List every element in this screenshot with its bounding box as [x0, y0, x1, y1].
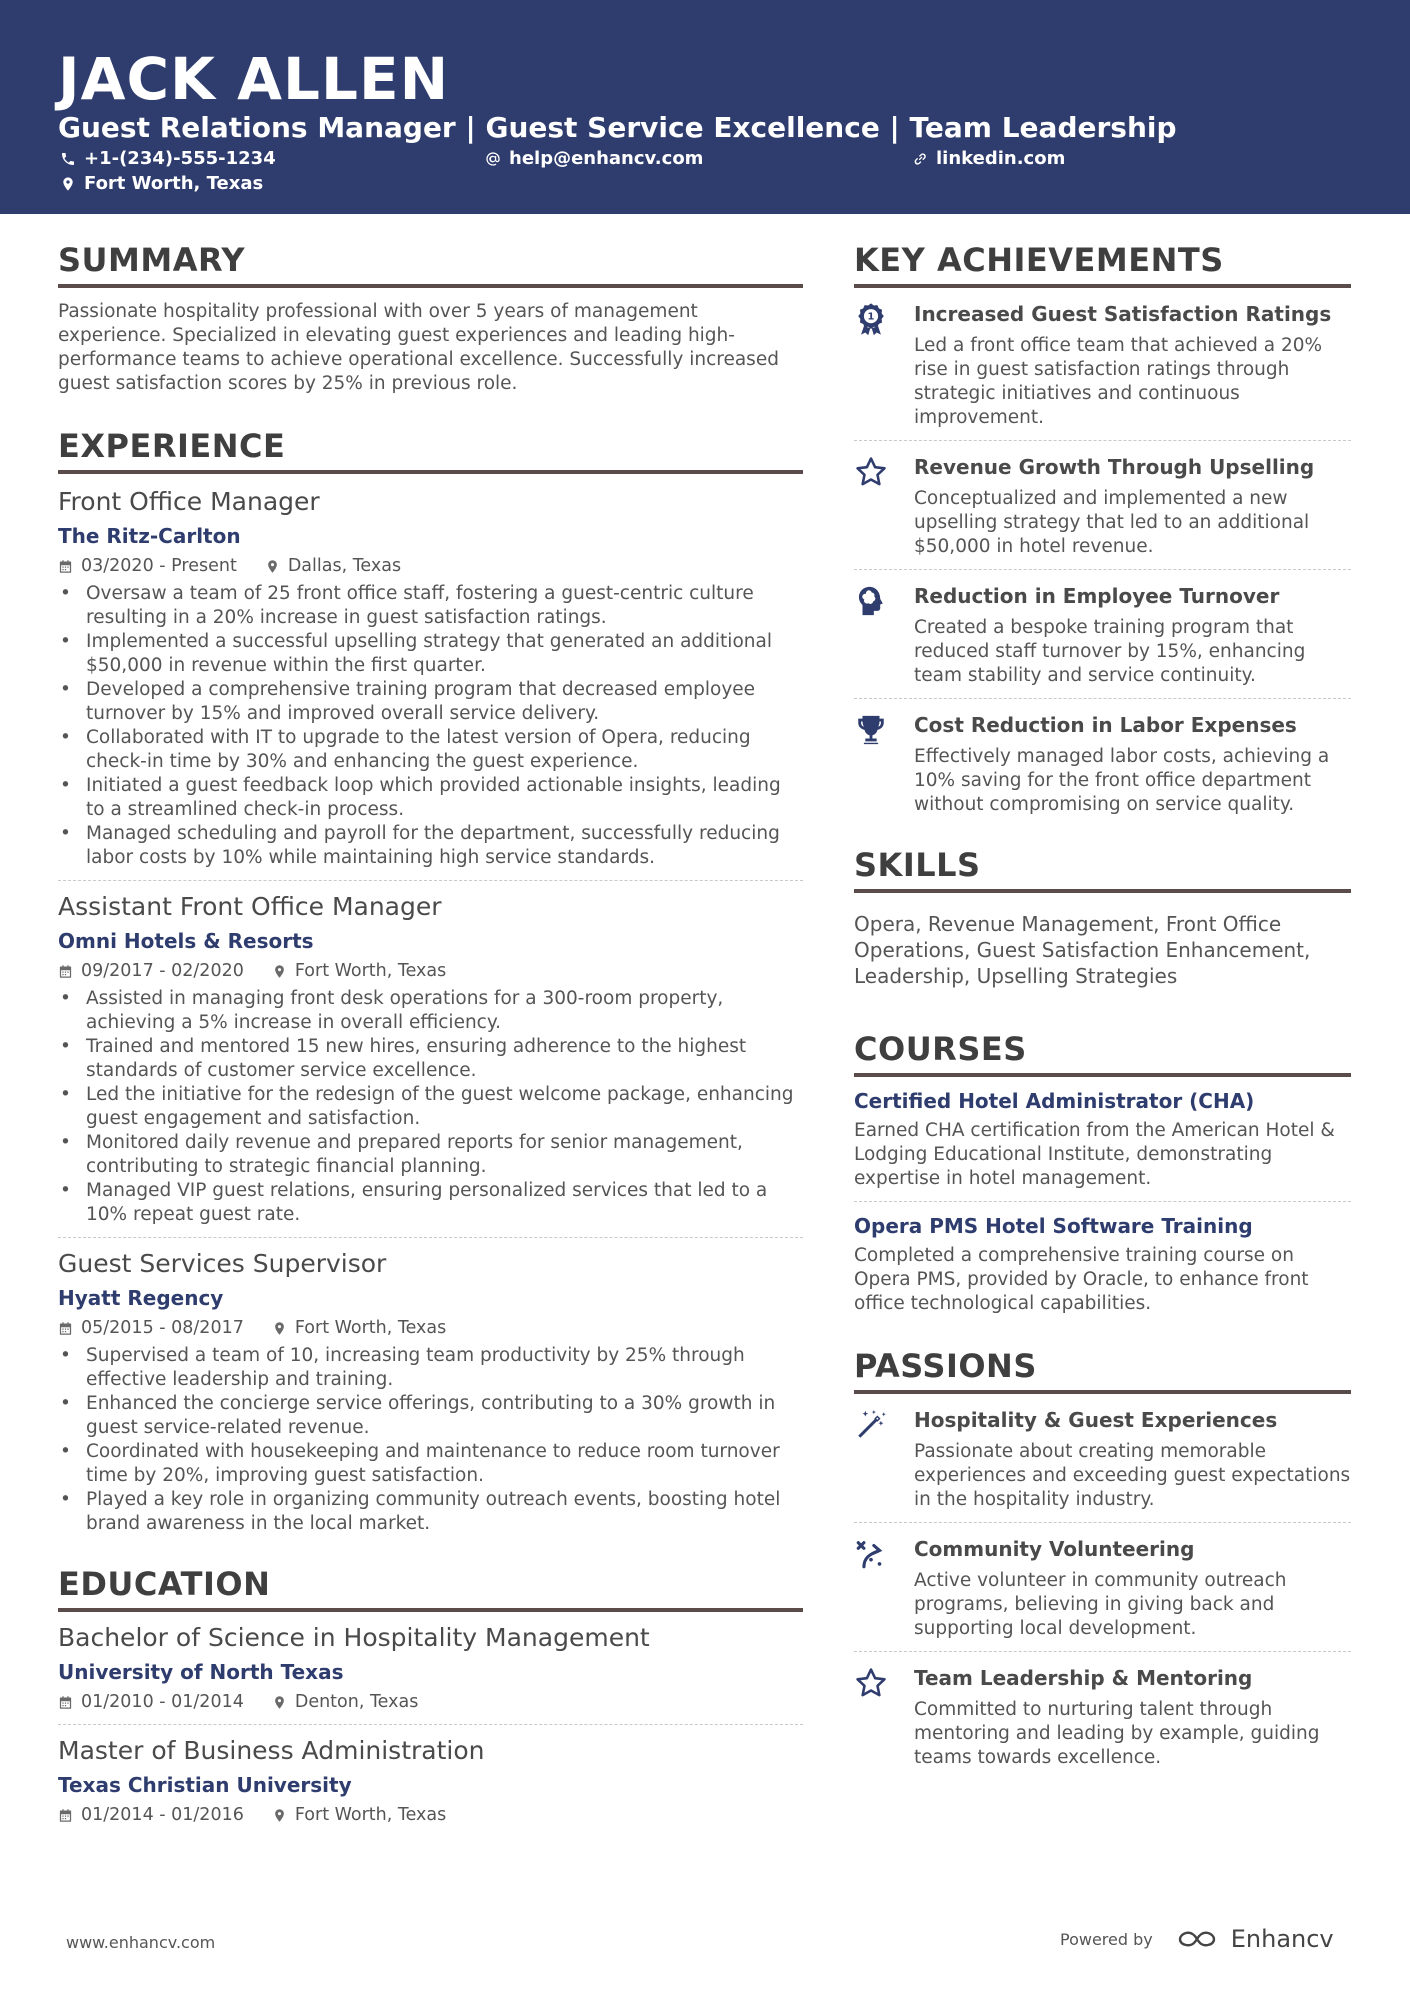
location-pin-icon — [60, 176, 76, 192]
job-bullet: • Played a key role in organizing community outreach events, boosting hotel brand awareness in the local market. — [58, 1488, 803, 1536]
job-role: Assistant Front Office Manager — [58, 892, 442, 921]
enhancv-logo-icon — [1177, 1927, 1223, 1951]
achievement-item — [854, 698, 1351, 827]
job-bullet: • Managed VIP guest relations, ensuring personalized services that led to a 10% repeat guest rate. — [58, 1179, 803, 1227]
achievement-title: Cost Reduction in Labor Expenses — [914, 713, 1297, 737]
achievements-section — [854, 240, 1351, 827]
linkedin-contact[interactable] — [912, 147, 1065, 171]
job-bullet: • Collaborated with IT to upgrade to the latest version of Opera, reducing check-in time by 30% and enhancing the guest experience. — [58, 726, 803, 774]
job-bullet: • Initiated a guest feedback loop which provided actionable insights, leading to a streamlined check-in process. — [58, 774, 803, 822]
achievement-desc: Led a front office team that achieved a 20% rise in guest satisfaction ratings through strategic initiatives and continuous improvement. — [914, 335, 1323, 428]
job-bullet: • Coordinated with housekeeping and maintenance to reduce room turnover time by 20%, improving guest satisfaction. — [58, 1440, 803, 1488]
course-item — [854, 1077, 1351, 1201]
achievement-title: Reduction in Employee Turnover — [914, 584, 1280, 608]
phone-icon — [60, 151, 76, 167]
courses-title: COURSES — [854, 1029, 1351, 1077]
experience-title: EXPERIENCE — [58, 426, 803, 474]
education-item — [58, 1612, 803, 1724]
education-meta — [58, 1690, 803, 1714]
education-section — [58, 1564, 803, 1837]
job-location-text: Fort Worth, Texas — [294, 1318, 447, 1338]
job-bullet: • Monitored daily revenue and prepared reports for senior management, contributing to strategic financial planning. — [58, 1131, 803, 1179]
job-bullet: • Developed a comprehensive training program that decreased employee turnover by 15% and improved overall service delivery. — [58, 678, 803, 726]
location-pin-icon — [272, 1808, 287, 1823]
location-pin-icon — [272, 1695, 287, 1710]
footer-website[interactable]: www.enhancv.com — [66, 1933, 216, 1952]
skills-text: Opera, Revenue Management, Front Office Operations, Guest Satisfaction Enhancement, Leadership, Upselling Strategies — [854, 912, 1311, 988]
education-school: University of North Texas — [58, 1660, 344, 1684]
education-school: Texas Christian University — [58, 1773, 352, 1797]
location-pin-icon — [272, 964, 287, 979]
education-location-text: Denton, Texas — [294, 1692, 419, 1712]
education-item — [58, 1724, 803, 1837]
calendar-icon — [58, 559, 73, 574]
achievement-item — [854, 440, 1351, 569]
job-role: Front Office Manager — [58, 487, 320, 516]
job-bullets — [58, 1344, 803, 1536]
location-pin-icon — [265, 559, 280, 574]
experience-section — [58, 426, 803, 1546]
education-degree: Master of Business Administration — [58, 1736, 485, 1765]
passion-item — [854, 1522, 1351, 1651]
right-column — [854, 240, 1351, 1780]
head-brain-icon — [854, 584, 888, 618]
course-title: Certified Hotel Administrator (CHA) — [854, 1089, 1255, 1113]
summary-section — [58, 240, 803, 396]
job-location-text: Fort Worth, Texas — [294, 961, 447, 981]
course-desc: Earned CHA certification from the American Hotel & Lodging Educational Institute, demonstrating expertise in hotel management. — [854, 1120, 1335, 1189]
achievement-title: Increased Guest Satisfaction Ratings — [914, 302, 1332, 326]
education-location-text: Fort Worth, Texas — [294, 1805, 447, 1825]
calendar-icon — [58, 1321, 73, 1336]
achievements-title: KEY ACHIEVEMENTS — [854, 240, 1351, 288]
passions-section — [854, 1346, 1351, 1780]
job-meta — [58, 554, 803, 578]
course-item — [854, 1201, 1351, 1326]
achievement-item — [854, 569, 1351, 698]
location-text: Fort Worth, Texas — [84, 173, 264, 194]
email-text: help@enhancv.com — [509, 148, 704, 169]
job-location — [272, 1316, 446, 1340]
magic-wand-icon — [854, 1408, 888, 1442]
job-bullet: • Oversaw a team of 25 front office staff, fostering a guest-centric culture resulting in a 20% increase in guest satisfaction ratings. — [58, 582, 803, 630]
job-location — [265, 554, 401, 578]
achievement-title: Revenue Growth Through Upselling — [914, 455, 1315, 479]
experience-item — [58, 880, 803, 1237]
summary-text: Passionate hospitality professional with over 5 years of management experience. Specialized in elevating guest experiences and leading high-performance teams to achieve operational excellence. Successfully increased guest satisfaction scores by 25% in previous role. — [58, 301, 779, 394]
education-degree: Bachelor of Science in Hospitality Management — [58, 1623, 650, 1652]
job-bullets — [58, 582, 803, 870]
education-dates: 01/2014 - 01/2016 — [81, 1805, 244, 1825]
job-company: Hyatt Regency — [58, 1286, 224, 1310]
achievement-desc: Conceptualized and implemented a new upselling strategy that led to an additional $50,000 in hotel revenue. — [914, 488, 1310, 557]
education-meta — [58, 1803, 803, 1827]
calendar-icon — [58, 964, 73, 979]
svg-text:1: 1 — [867, 311, 875, 323]
job-bullet: • Implemented a successful upselling strategy that generated an additional $50,000 in revenue within the first quarter. — [58, 630, 803, 678]
calendar-icon — [58, 1808, 73, 1823]
job-role: Guest Services Supervisor — [58, 1249, 387, 1278]
trophy-icon — [854, 713, 888, 747]
passion-title: Hospitality & Guest Experiences — [914, 1408, 1278, 1432]
education-location — [272, 1803, 446, 1827]
job-dates: 09/2017 - 02/2020 — [81, 961, 244, 981]
passion-desc: Passionate about creating memorable experiences and exceeding guest expectations in the hospitality industry. — [914, 1441, 1351, 1510]
enhancv-brand: Enhancv — [1230, 1925, 1334, 1953]
job-bullet: • Trained and mentored 15 new hires, ensuring adherence to the highest standards of customer service excellence. — [58, 1035, 803, 1083]
job-meta — [58, 1316, 803, 1340]
passions-title: PASSIONS — [854, 1346, 1351, 1394]
passion-title: Community Volunteering — [914, 1537, 1195, 1561]
passion-title: Team Leadership & Mentoring — [914, 1666, 1253, 1690]
star-icon — [854, 455, 888, 489]
job-location-text: Dallas, Texas — [287, 556, 402, 576]
passion-item — [854, 1651, 1351, 1780]
achievement-item — [854, 288, 1351, 440]
candidate-name: JACK ALLEN — [58, 45, 450, 113]
course-desc: Completed a comprehensive training course on Opera PMS, provided by Oracle, to enhance front office technological capabilities. — [854, 1245, 1309, 1314]
achievement-desc: Created a bespoke training program that reduced staff turnover by 15%, enhancing team stability and service continuity. — [914, 617, 1306, 686]
strategy-icon — [854, 1537, 888, 1571]
course-title: Opera PMS Hotel Software Training — [854, 1214, 1253, 1238]
experience-item — [58, 486, 803, 880]
at-icon — [485, 151, 501, 167]
passion-item — [854, 1394, 1351, 1522]
job-location — [272, 959, 446, 983]
phone-text: +1-(234)-555-1234 — [84, 148, 276, 169]
powered-by-text: Powered by — [1060, 1929, 1153, 1949]
left-column — [58, 240, 803, 1837]
award-ribbon-icon — [854, 302, 888, 336]
job-dates: 05/2015 - 08/2017 — [81, 1318, 244, 1338]
skills-title: SKILLS — [854, 845, 1351, 893]
job-company: Omni Hotels & Resorts — [58, 929, 314, 953]
job-bullet: • Enhanced the concierge service offerings, contributing to a 30% growth in guest service-related revenue. — [58, 1392, 803, 1440]
candidate-title: Guest Relations Manager | Guest Service Excellence | Team Leadership — [58, 111, 1177, 144]
job-bullets — [58, 987, 803, 1227]
education-title: EDUCATION — [58, 1564, 803, 1612]
job-dates: 03/2020 - Present — [81, 556, 237, 576]
education-dates: 01/2010 - 01/2014 — [81, 1692, 244, 1712]
job-meta — [58, 959, 803, 983]
star-icon — [854, 1666, 888, 1700]
footer-branding[interactable] — [1060, 1925, 1334, 1953]
passion-desc: Committed to nurturing talent through mentoring and leading by example, guiding teams towards excellence. — [914, 1699, 1320, 1768]
location-pin-icon — [272, 1321, 287, 1336]
email-contact[interactable] — [485, 147, 703, 171]
education-location — [272, 1690, 419, 1714]
job-bullet: • Managed scheduling and payroll for the department, successfully reducing labor costs by 10% while maintaining high service standards. — [58, 822, 803, 870]
calendar-icon — [58, 1695, 73, 1710]
resume-header — [0, 0, 1410, 214]
passion-desc: Active volunteer in community outreach programs, believing in giving back and supporting local development. — [914, 1570, 1287, 1639]
experience-item — [58, 1237, 803, 1546]
summary-title: SUMMARY — [58, 240, 803, 288]
job-bullet: • Assisted in managing front desk operations for a 300-room property, achieving a 5% increase in overall efficiency. — [58, 987, 803, 1035]
phone-contact[interactable] — [60, 147, 276, 171]
link-icon — [912, 151, 928, 167]
job-bullet: • Supervised a team of 10, increasing team productivity by 25% through effective leadership and training. — [58, 1344, 803, 1392]
courses-section — [854, 1029, 1351, 1326]
achievement-desc: Effectively managed labor costs, achieving a 10% saving for the front office department without compromising on service quality. — [914, 746, 1330, 815]
skills-section — [854, 845, 1351, 989]
linkedin-text: linkedin.com — [936, 148, 1066, 169]
job-company: The Ritz-Carlton — [58, 524, 241, 548]
job-bullet: • Led the initiative for the redesign of the guest welcome package, enhancing guest engagement and satisfaction. — [58, 1083, 803, 1131]
location-contact — [60, 172, 263, 196]
